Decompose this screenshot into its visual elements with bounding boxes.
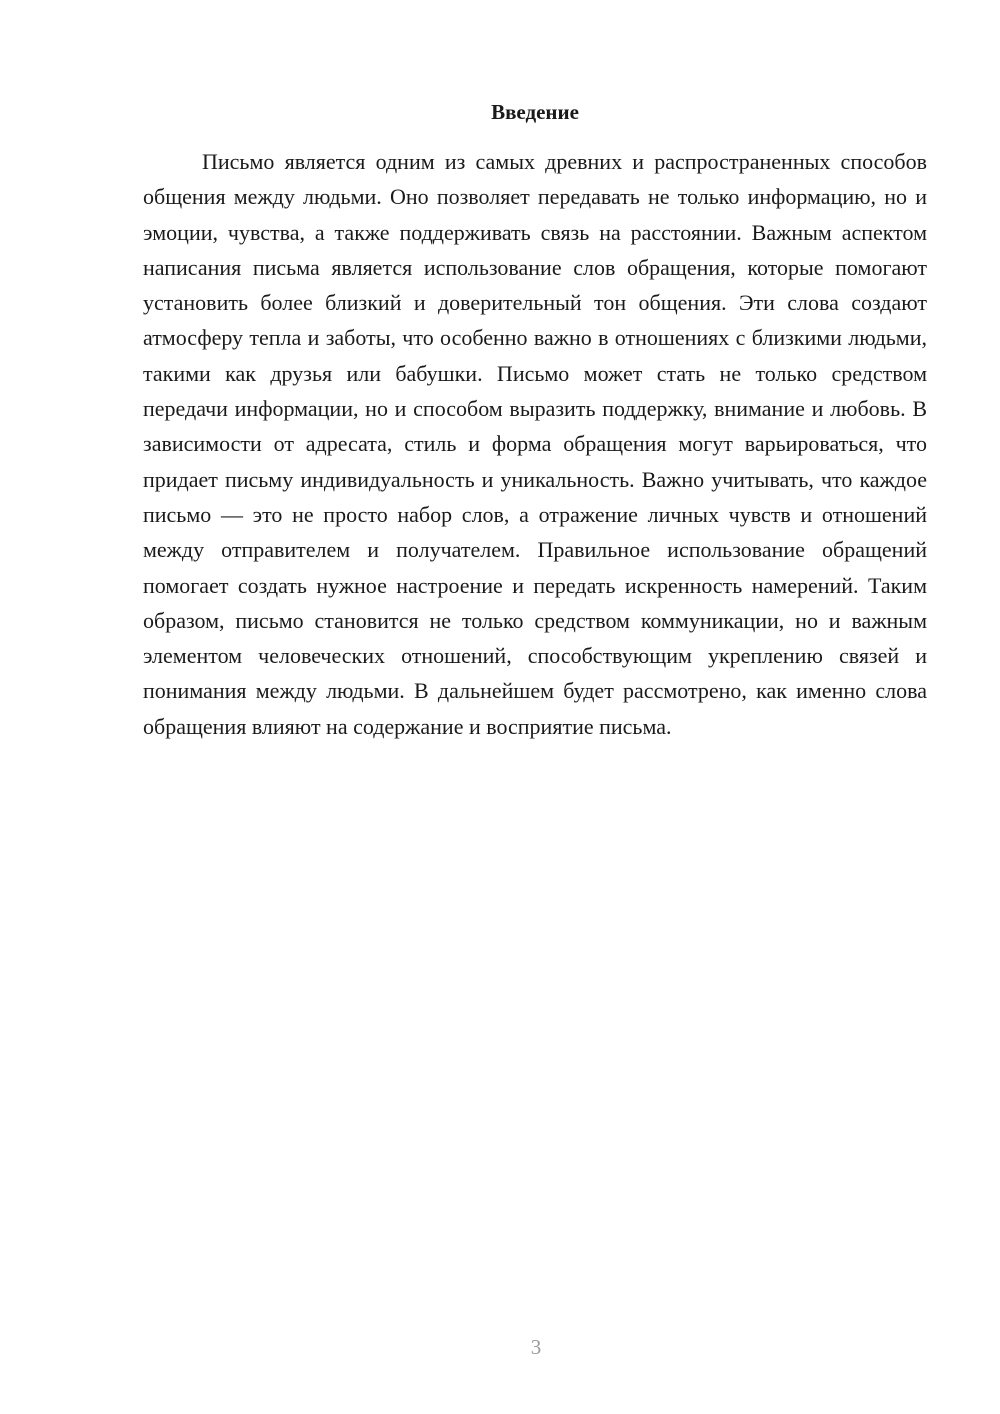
body-paragraph: Письмо является одним из самых древних и распространенных способов общения между людьми. Оно позволяет передавать не только информацию, но и эмоции, чувства, а также поддерживать связь на расстоянии. Важным аспектом написания письма является использование слов обращения, которые помогают установить более близкий и доверительный тон общения. Эти слова создают атмосферу тепла и заботы, что особенно важно в отношениях с близкими людьми, такими как друзья или бабушки. Письмо может стать не только средством передачи информации, но и способом выразить поддержку, внимание и любовь. В зависимости от адресата, стиль и форма обращения могут варьироваться, что придает письму индивидуальность и уникальность. Важно учитывать, что каждое письмо — это не просто набор слов, а отражение личных чувств и отношений между отправителем и получателем. Правильное использование обращений помогает создать нужное настроение и передать искренность намерений. Таким образом, письмо становится не только средством коммуникации, но и важным элементом человеческих отношений, способствующим укреплению связей и понимания между людьми. В дальнейшем будет рассмотрено, как именно слова обращения влияют на содержание и восприятие письма. [143, 149, 927, 739]
section-heading: Введение [491, 100, 579, 124]
page-number: 3 [530, 1335, 542, 1359]
